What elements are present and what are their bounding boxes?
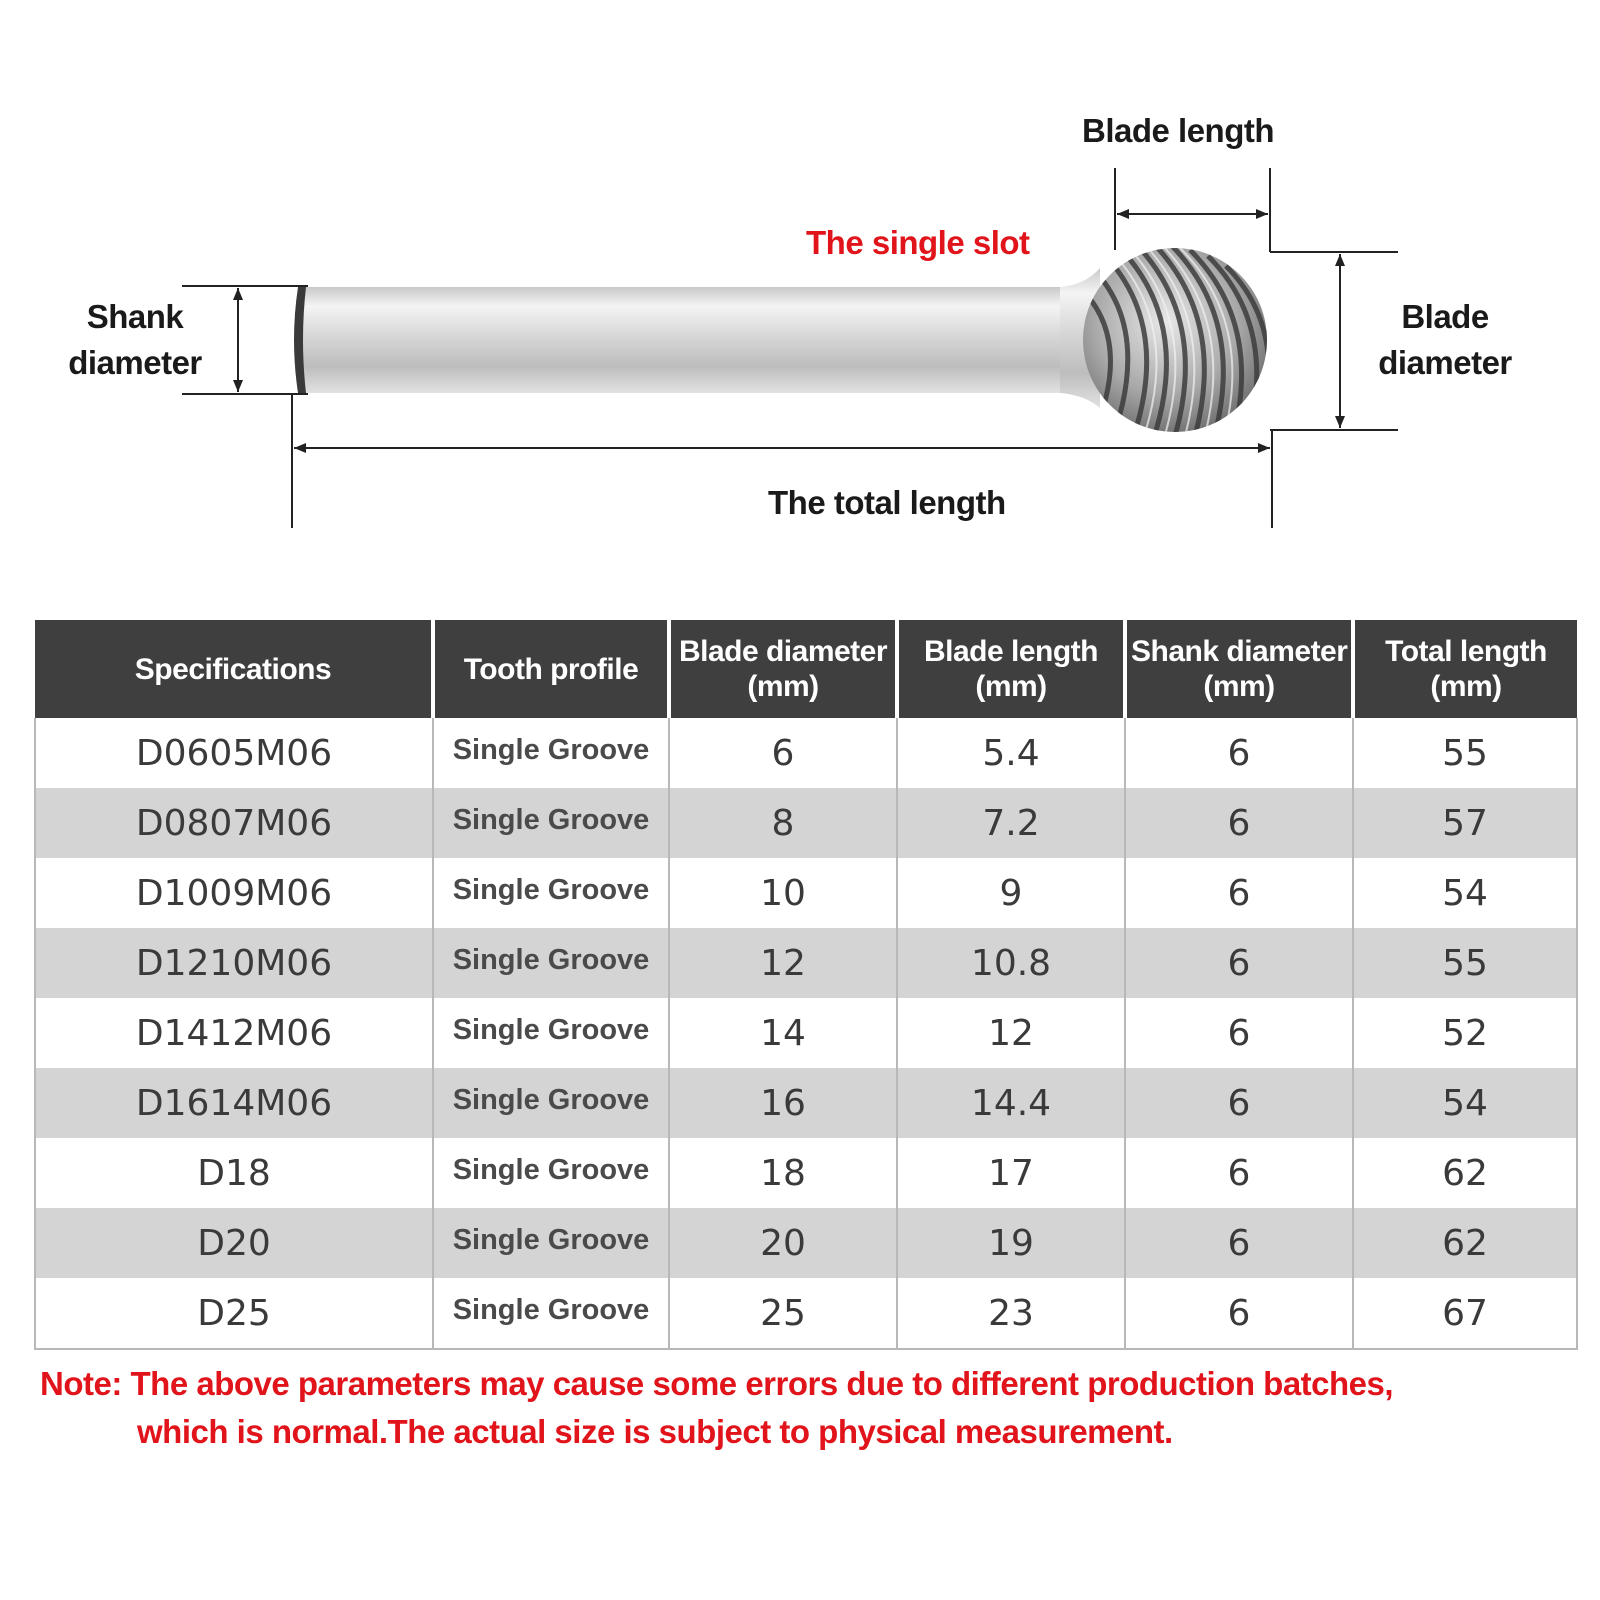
cell-blade-diameter: 16 <box>669 1068 897 1138</box>
cell-blade-diameter: 10 <box>669 858 897 928</box>
cell-total-length: 57 <box>1353 788 1577 858</box>
shank-diameter-label <box>50 294 220 386</box>
spec-table <box>34 620 1578 1350</box>
cell-shank-diameter: 6 <box>1125 1068 1353 1138</box>
total-length-label: The total length <box>768 484 1006 521</box>
cell-blade-length: 14.4 <box>897 1068 1125 1138</box>
cell-shank-diameter: 6 <box>1125 928 1353 998</box>
table-row <box>35 718 1577 788</box>
cell-blade-diameter: 20 <box>669 1208 897 1278</box>
cell-total-length: 62 <box>1353 1138 1577 1208</box>
table-row <box>35 928 1577 998</box>
cell-total-length: 54 <box>1353 1068 1577 1138</box>
cell-tooth-profile: Single Groove <box>433 1208 669 1278</box>
single-slot-label: The single slot <box>806 224 1030 261</box>
note-line2: which is normal.The actual size is subject to physical measurement. <box>137 1413 1173 1450</box>
cell-blade-diameter: 18 <box>669 1138 897 1208</box>
cell-specification: D1614M06 <box>35 1068 433 1138</box>
cell-tooth-profile: Single Groove <box>433 788 669 858</box>
note <box>40 1360 1560 1456</box>
cell-total-length: 55 <box>1353 718 1577 788</box>
shank-diameter-label-line2: diameter <box>68 344 202 381</box>
header-blade-length: Blade length (mm) <box>897 620 1125 718</box>
blade-length-label: Blade length <box>1082 112 1275 149</box>
table-row <box>35 858 1577 928</box>
header-total-length: Total length (mm) <box>1353 620 1577 718</box>
cell-tooth-profile: Single Groove <box>433 718 669 788</box>
shank-diameter-label-line1: Shank <box>86 298 184 335</box>
cell-blade-diameter: 12 <box>669 928 897 998</box>
note-line1: The above parameters may cause some errors due to different production batches, <box>130 1365 1394 1402</box>
cell-total-length: 67 <box>1353 1278 1577 1349</box>
cell-blade-length: 19 <box>897 1208 1125 1278</box>
cell-specification: D20 <box>35 1208 433 1278</box>
cell-shank-diameter: 6 <box>1125 1278 1353 1349</box>
header-shank-diameter: Shank diameter (mm) <box>1125 620 1353 718</box>
blade-diameter-label <box>1360 294 1530 386</box>
table-row <box>35 1138 1577 1208</box>
cell-specification: D1210M06 <box>35 928 433 998</box>
cell-blade-length: 23 <box>897 1278 1125 1349</box>
cell-tooth-profile: Single Groove <box>433 1068 669 1138</box>
header-row <box>35 620 1577 718</box>
cell-specification: D1009M06 <box>35 858 433 928</box>
cell-shank-diameter: 6 <box>1125 858 1353 928</box>
cell-specification: D0807M06 <box>35 788 433 858</box>
cell-shank-diameter: 6 <box>1125 718 1353 788</box>
cell-shank-diameter: 6 <box>1125 788 1353 858</box>
cell-blade-length: 12 <box>897 998 1125 1068</box>
cell-total-length: 62 <box>1353 1208 1577 1278</box>
burr-illustration <box>0 0 1600 560</box>
cell-blade-length: 9 <box>897 858 1125 928</box>
cell-blade-length: 5.4 <box>897 718 1125 788</box>
cell-specification: D0605M06 <box>35 718 433 788</box>
table-row <box>35 1278 1577 1349</box>
cell-shank-diameter: 6 <box>1125 1208 1353 1278</box>
cell-shank-diameter: 6 <box>1125 1138 1353 1208</box>
cell-tooth-profile: Single Groove <box>433 858 669 928</box>
cell-shank-diameter: 6 <box>1125 998 1353 1068</box>
cell-blade-length: 10.8 <box>897 928 1125 998</box>
cell-blade-diameter: 8 <box>669 788 897 858</box>
cell-blade-diameter: 6 <box>669 718 897 788</box>
note-prefix: Note: <box>40 1365 131 1402</box>
cell-blade-diameter: 25 <box>669 1278 897 1349</box>
cell-total-length: 55 <box>1353 928 1577 998</box>
header-specifications: Specifications <box>35 620 433 718</box>
cell-tooth-profile: Single Groove <box>433 998 669 1068</box>
table-row <box>35 1068 1577 1138</box>
table-row <box>35 788 1577 858</box>
cell-total-length: 52 <box>1353 998 1577 1068</box>
shank <box>294 268 1100 408</box>
header-tooth-profile: Tooth profile <box>433 620 669 718</box>
cell-tooth-profile: Single Groove <box>433 928 669 998</box>
cell-tooth-profile: Single Groove <box>433 1278 669 1349</box>
cell-total-length: 54 <box>1353 858 1577 928</box>
ball-head <box>1074 244 1269 436</box>
cell-specification: D1412M06 <box>35 998 433 1068</box>
cell-blade-length: 7.2 <box>897 788 1125 858</box>
burr-diagram <box>0 0 1600 560</box>
cell-blade-diameter: 14 <box>669 998 897 1068</box>
cell-tooth-profile: Single Groove <box>433 1138 669 1208</box>
cell-specification: D25 <box>35 1278 433 1349</box>
cell-blade-length: 17 <box>897 1138 1125 1208</box>
cell-specification: D18 <box>35 1138 433 1208</box>
header-blade-diameter: Blade diameter (mm) <box>669 620 897 718</box>
blade-diameter-label-line2: diameter <box>1378 344 1512 381</box>
table-row <box>35 998 1577 1068</box>
table-row <box>35 1208 1577 1278</box>
blade-diameter-label-line1: Blade <box>1401 298 1489 335</box>
